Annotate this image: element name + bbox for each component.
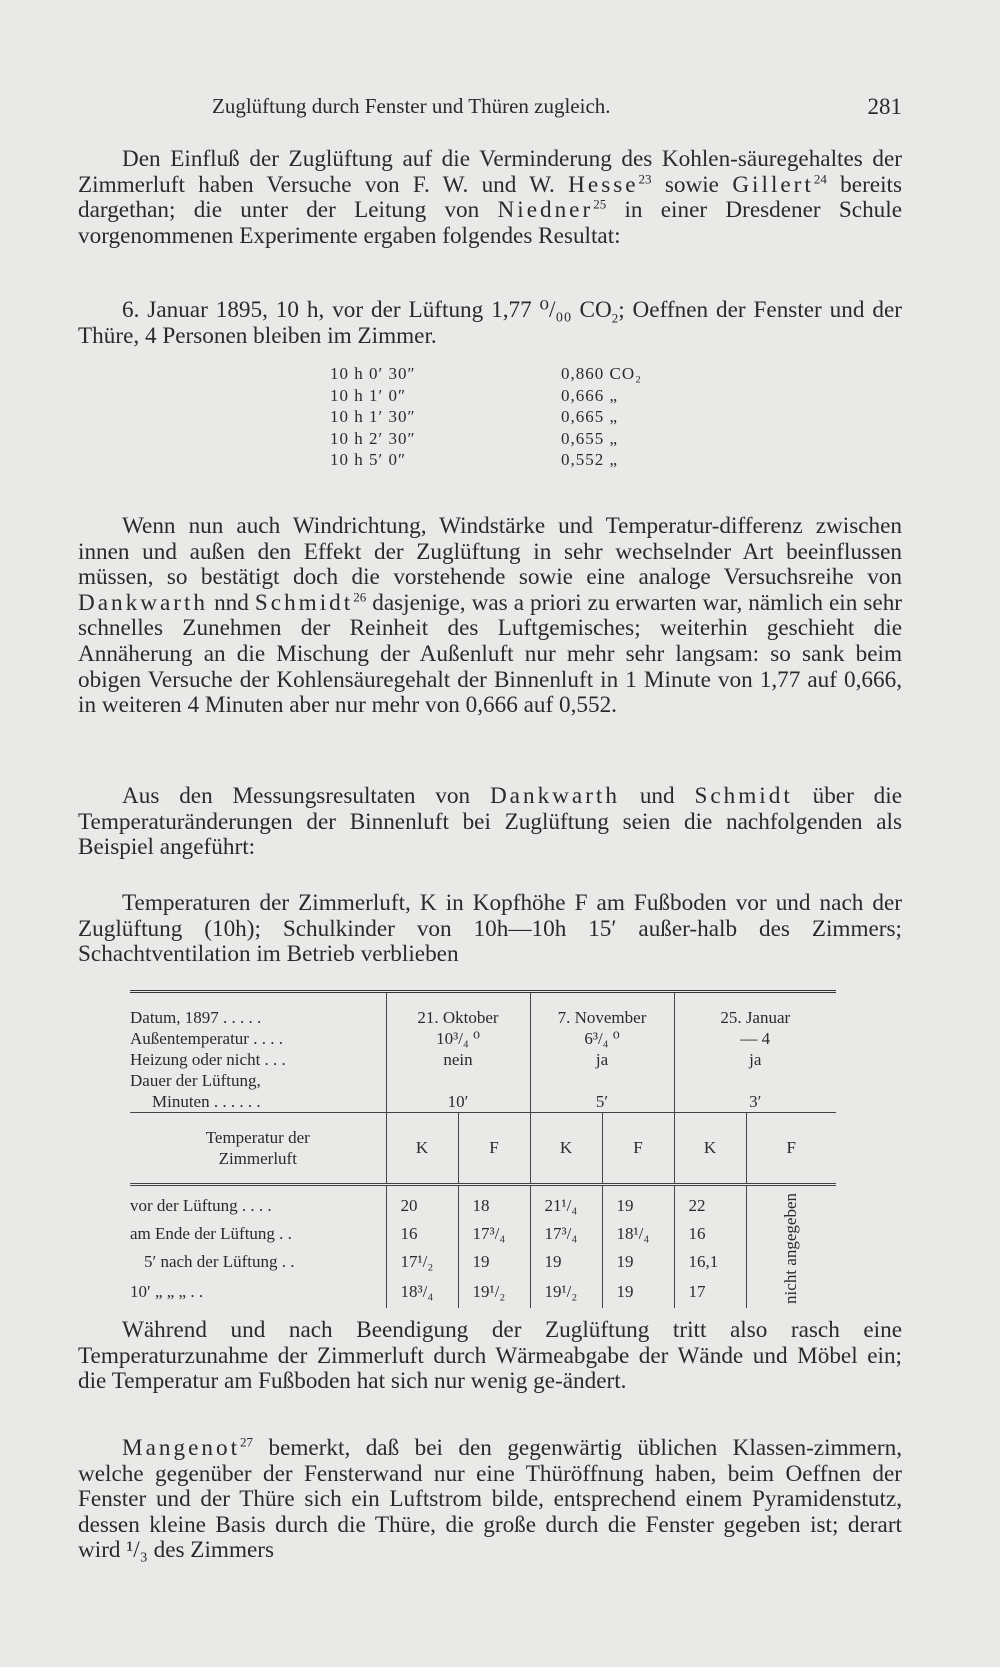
intro-text: in einer Dresdener Schule vorgenommenen Experimente ergaben folgendes Resultat: xyxy=(78,197,902,249)
column-date: 25. Januar xyxy=(720,1008,791,1027)
table-row xyxy=(130,1248,836,1276)
author-name: Niedner xyxy=(497,197,594,224)
column-duration: 3′ xyxy=(749,1092,762,1111)
footnote-ref: 23 xyxy=(638,170,652,186)
measurement-value: 0,552 „ xyxy=(561,450,619,469)
table-cell: 20 xyxy=(386,1193,458,1221)
meta-label: Heizung oder nicht . . . xyxy=(130,1050,286,1069)
row-label: 10′ „ „ „ . . xyxy=(130,1282,204,1302)
final-text: bemerkt, daß bei den gegenwärtig üblichen Klassen-zimmern, welche gegenüber der Fensterwand nur eine Thüröffnung haben, beim Oeffnen der Fenster und der Thüre sich ein Luftstrom bilde, entsprechend einem Pyramidenstutz, dessen kleine Basis durch die Thüre, die große durch die Fenster gegeben ist; derart wird xyxy=(78,1435,902,1564)
results-text: über die Temperaturänderungen der Binnenluft bei Zuglüftung seien die nachfolgenden als Beispiel angeführt: xyxy=(78,783,903,861)
measurement-time: 10 h 1′ 30″ xyxy=(330,407,416,426)
measurement-value: 0,665 „ xyxy=(561,407,619,426)
measurement-time: 10 h 0′ 30″ xyxy=(330,364,416,383)
column-outside-temp: — 4 xyxy=(740,1029,771,1048)
discussion-text: dasjenige, was a priori zu erwarten war, nämlich ein sehr schnelles Zunehmen der Reinheit des Luftgemisches; weiterhin geschieht die Annäherung an die Mischung der Außenluft nur mehr sehr langsam: so sank beim obigen Versuche der Kohlensäuregehalt der Binnenluft in 1 Minute von 1,77 auf 0,666, in weiteren 4 Minuten aber nur mehr von 0,666 auf 0,552. xyxy=(78,589,903,719)
not-given-cell xyxy=(746,1193,836,1309)
table-cell: 16 xyxy=(674,1220,746,1248)
table-cell: 21¹/₄ xyxy=(530,1193,602,1221)
column-heating: ja xyxy=(749,1050,762,1069)
results-paragraph xyxy=(78,784,902,861)
temperature-header: Temperatur der Zimmerluft xyxy=(130,1113,386,1185)
f-header: F xyxy=(602,1113,674,1185)
table-cell: 19¹/₂ xyxy=(530,1276,602,1308)
footnote-ref: 27 xyxy=(240,1434,254,1450)
row-label: vor der Lüftung . . . . xyxy=(130,1196,272,1216)
f-header: F xyxy=(746,1113,836,1185)
table-row xyxy=(130,1276,836,1308)
footnote-ref: 24 xyxy=(813,170,827,186)
results-text: und xyxy=(619,783,695,809)
subscript: 2 xyxy=(611,310,619,326)
column-outside-temp: 10³/₄ ⁰ xyxy=(436,1029,480,1048)
intro-text: sowie xyxy=(651,171,733,198)
experiment-text: CO xyxy=(571,297,612,323)
author-name: Dankwarth xyxy=(489,783,620,809)
running-title: Zuglüftung durch Fenster und Thüren zugleich. xyxy=(212,94,611,118)
column-jan xyxy=(674,992,836,1113)
author-name: Gillert xyxy=(732,171,814,198)
meta-label: Minuten . . . . . . xyxy=(152,1092,261,1111)
table-cell: 16,1 xyxy=(674,1248,746,1276)
table-cell: 19 xyxy=(602,1248,674,1276)
table-row xyxy=(130,1193,836,1221)
page-number: 281 xyxy=(867,94,902,119)
meta-label: Dauer der Lüftung, xyxy=(130,1071,261,1090)
author-name: Mangenot xyxy=(122,1435,241,1461)
table-cell: 22 xyxy=(674,1193,746,1221)
column-nov xyxy=(530,992,674,1113)
discussion-paragraph xyxy=(78,514,902,719)
k-header: K xyxy=(386,1113,458,1185)
final-text: des Zimmers xyxy=(147,1537,275,1564)
table-cell: 19 xyxy=(602,1276,674,1308)
experiment-text: ; Oeffnen der Fenster und der Thüre, 4 Personen bleiben im Zimmer. xyxy=(78,297,902,349)
author-name: Schmidt xyxy=(254,589,354,616)
measurement-time: 10 h 2′ 30″ xyxy=(330,428,416,448)
results-text: Aus den Messungsresultaten von xyxy=(122,783,490,809)
experiment-text: 6. Januar 1895, 10 h, vor der Lüftung 1,77 xyxy=(122,297,540,323)
measurement-time: 10 h 1′ 0″ xyxy=(330,385,407,405)
intro-text: Den Einfluß der Zuglüftung auf die Verminderung des Kohlen-säuregehaltes der Zimmerluft haben Versuche von F. W. und W. xyxy=(78,146,902,198)
column-date: 21. Oktober xyxy=(417,1008,499,1027)
table-cell: 18³/₄ xyxy=(386,1276,458,1308)
table-row xyxy=(130,1220,836,1248)
intro-text: bereits dargethan; die unter der Leitung von xyxy=(78,171,902,224)
not-given-label: nicht angegeben xyxy=(781,1192,801,1304)
table-cell: 16 xyxy=(386,1220,458,1248)
row-label: am Ende der Lüftung . . xyxy=(130,1224,292,1244)
measurement-time: 10 h 5′ 0″ xyxy=(330,450,407,469)
meta-label: Datum, 1897 . . . . . xyxy=(130,1008,262,1027)
table-cell: 19 xyxy=(602,1193,674,1221)
footnote-ref: 25 xyxy=(593,196,607,212)
table-cell: 17¹/₂ xyxy=(386,1248,458,1276)
meta-labels xyxy=(130,992,386,1113)
column-heating: ja xyxy=(595,1050,609,1069)
footnote-ref: 26 xyxy=(353,589,367,605)
discussion-text: Wenn nun auch Windrichtung, Windstärke und Temperatur-differenz zwischen innen und außen den Effekt der Zuglüftung in sehr wechselnder Art beeinflussen müssen, so bestätigt doch die vorstehende sowie eine analoge Versuchsreihe von xyxy=(78,513,902,591)
table-cell: 19 xyxy=(458,1248,530,1276)
conclusion-paragraph: Während und nach Beendigung der Zuglüftung tritt also rasch eine Temperaturzunahme der Zimmerluft durch Wärmeabgabe der Wände und Möbel ein; die Temperatur am Fußboden hat sich nur wenig ge-ändert. xyxy=(78,1317,902,1395)
discussion-text: nnd xyxy=(208,589,255,616)
table-cell: 19¹/₂ xyxy=(458,1276,530,1308)
table-cell: 17 xyxy=(674,1276,746,1308)
meta-label: Außentemperatur . . . . xyxy=(130,1029,283,1048)
column-duration: 10′ xyxy=(447,1092,469,1111)
k-header: K xyxy=(674,1113,746,1185)
table-cell: 18¹/₄ xyxy=(602,1220,674,1248)
row-label: 5′ nach der Lüftung . . xyxy=(144,1252,295,1272)
intro-paragraph xyxy=(78,147,902,249)
column-oct xyxy=(386,992,530,1113)
fraction: ¹/₃ xyxy=(126,1537,148,1564)
table-cell: 18 xyxy=(458,1193,530,1221)
column-outside-temp: 6³/₄ ⁰ xyxy=(584,1029,620,1048)
table-cell: 17³/₄ xyxy=(530,1220,602,1248)
column-date: 7. November xyxy=(557,1008,647,1027)
final-paragraph xyxy=(78,1436,902,1564)
column-duration: 5′ xyxy=(595,1092,609,1111)
measurement-value: 0,860 CO₂ xyxy=(561,364,643,383)
measurement-value: 0,655 „ xyxy=(561,428,619,448)
author-name: Schmidt xyxy=(694,783,793,809)
measurement-value: 0,666 „ xyxy=(561,385,619,405)
permille-sign: ⁰/₀₀ xyxy=(539,297,572,323)
table-cell: 19 xyxy=(530,1248,602,1276)
table-cell: 17³/₄ xyxy=(458,1220,530,1248)
f-header: F xyxy=(458,1113,530,1185)
experiment-paragraph xyxy=(78,298,902,349)
author-name: Dankwarth xyxy=(78,589,209,616)
k-header: K xyxy=(530,1113,602,1185)
author-name: Hesse xyxy=(568,171,639,198)
temperature-table xyxy=(130,990,836,1308)
column-heating: nein xyxy=(443,1050,473,1069)
table-caption: Temperaturen der Zimmerluft, K in Kopfhöhe F am Fußboden vor und nach der Zuglüftung (10h); Schulkinder von 10h—10h 15′ außer-halb des Zimmers; Schachtventilation im Betrieb verblieben xyxy=(78,890,902,968)
